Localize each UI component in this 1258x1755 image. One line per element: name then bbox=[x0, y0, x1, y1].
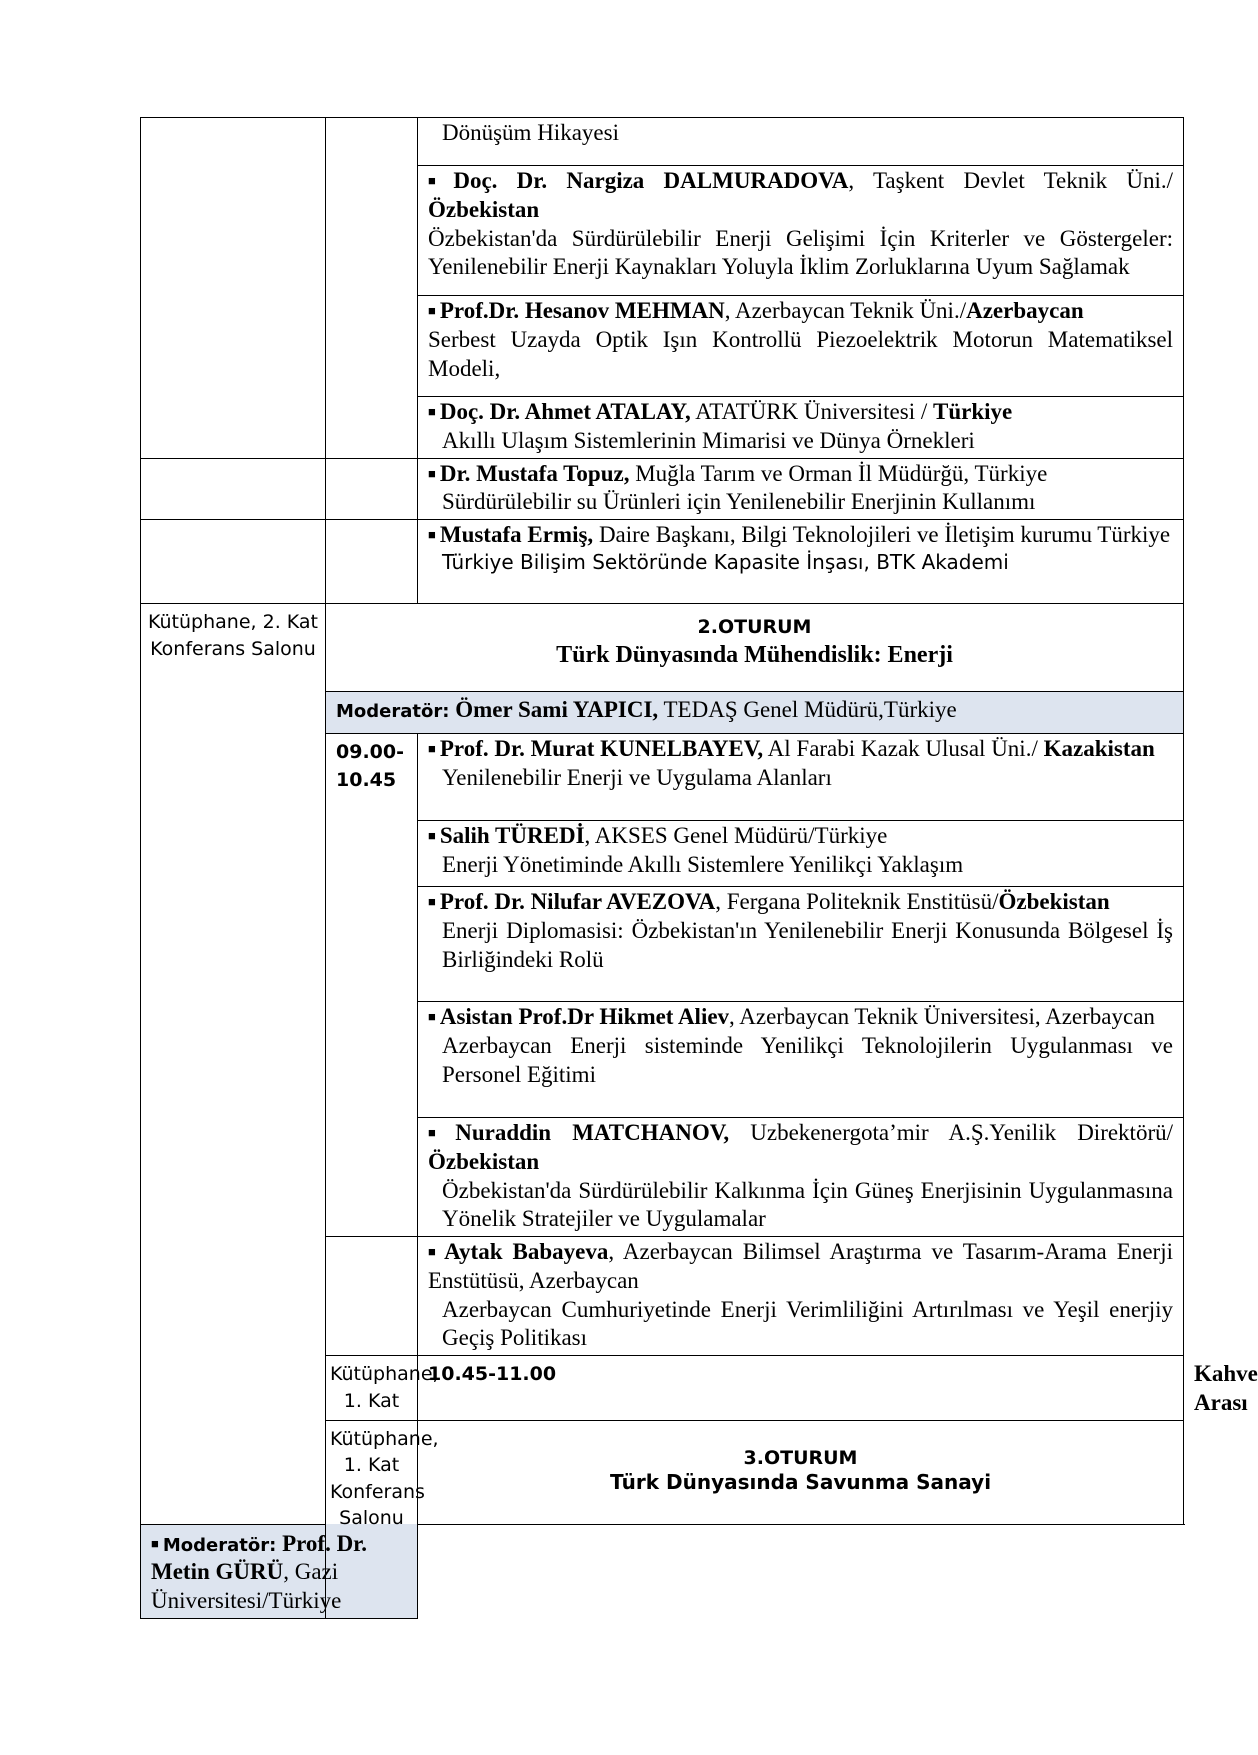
speaker-affiliation: Uzbekenergota’mir A.Ş.Yenilik Direktörü/ bbox=[729, 1120, 1174, 1145]
bullet-icon: ■ bbox=[428, 404, 436, 419]
presentation-title: Türkiye Bilişim Sektöründe Kapasite İnşası, BTK Akademi bbox=[442, 549, 1009, 574]
speaker-name: Salih TÜREDİ bbox=[439, 823, 585, 848]
speaker-affiliation: , Azerbaycan Teknik Üni./ bbox=[724, 298, 967, 323]
bullet-icon: ■ bbox=[428, 465, 436, 481]
program-table bbox=[140, 117, 1258, 1619]
session-header bbox=[418, 1420, 1184, 1524]
presentation-title: Sürdürülebilir su Ürünleri için Yenilenebilir Enerjinin Kullanımı bbox=[442, 489, 1036, 515]
speaker-country: Türkiye bbox=[932, 399, 1013, 424]
speaker-name: Prof. Dr. Murat KUNELBAYEV, bbox=[439, 736, 764, 761]
speaker-affiliation: , AKSES Genel Müdürü/Türkiye bbox=[584, 823, 888, 848]
location-cell: Kütüphane, 1. Kat Konferans Salonu bbox=[326, 1420, 418, 1618]
time-cell bbox=[326, 520, 418, 604]
speaker-name: Asistan Prof.Dr Hikmet Aliev bbox=[439, 1004, 730, 1029]
presentation-title: Enerji Diplomasisi: Özbekistan'ın Yenilenebilir Enerji Konusunda Bölgesel İş Birliğindeki Rolü bbox=[442, 917, 1173, 972]
bullet-icon: ■ bbox=[428, 1009, 436, 1024]
speaker-affiliation: Daire Başkanı, Bilgi Teknolojileri ve İletişim kurumu Türkiye bbox=[593, 522, 1171, 547]
table-row bbox=[141, 118, 1184, 166]
speaker-name: Prof.Dr. Hesanov MEHMAN bbox=[439, 298, 725, 323]
location-cell bbox=[141, 458, 326, 520]
speaker-affiliation: , Azerbaycan Teknik Üniversitesi, Azerbaycan bbox=[729, 1004, 1155, 1029]
speaker-name: Doç. Dr. Ahmet ATALAY, bbox=[439, 399, 691, 424]
speaker-affiliation: , Fergana Politeknik Enstitüsü/ bbox=[715, 889, 999, 914]
session-title: Türk Dünyasında Savunma Sanayi bbox=[609, 1470, 992, 1495]
bullet-icon: ■ bbox=[428, 741, 436, 756]
speaker-affiliation: , Azerbaycan Bilimsel Araştırma ve Tasarım-Arama Enerji Enstütüsü, Azerbaycan bbox=[428, 1239, 1173, 1293]
session-number: 2.OTURUM bbox=[697, 616, 812, 638]
presentation-title: Özbekistan'da Sürdürülebilir Enerji Gelişimi İçin Kriterler ve Göstergeler: Yenilenebilir Enerji Kaynakları Yoluyla İklim Zorluklarına Uyum Sağlamak bbox=[428, 225, 1173, 280]
time-cell bbox=[326, 1237, 418, 1356]
presentation-cell bbox=[418, 296, 1184, 397]
presentation-cell bbox=[418, 887, 1184, 1002]
presentation-title: Serbest Uzayda Optik Işın Kontrollü Piezoelektrik Motorun Matematiksel Modeli, bbox=[428, 326, 1173, 381]
speaker-name: Prof. Dr. Nilufar AVEZOVA bbox=[439, 889, 716, 914]
moderator-label: Moderatör: bbox=[162, 1534, 277, 1556]
presentation-cell bbox=[418, 1118, 1184, 1237]
location-cell: Kütüphane, 1. Kat bbox=[326, 1356, 418, 1421]
speaker-affiliation: ATATÜRK Üniversitesi / bbox=[690, 399, 933, 424]
speaker-country: Kazakistan bbox=[1043, 736, 1155, 761]
presentation-cell bbox=[418, 166, 1184, 296]
moderator-cell bbox=[141, 1524, 418, 1618]
speaker-name: Aytak Babayeva bbox=[444, 1239, 609, 1264]
speaker-country: Özbekistan bbox=[998, 889, 1110, 914]
presentation-title: Özbekistan'da Sürdürülebilir Kalkınma İçin Güneş Enerjisinin Uygulanmasına Yönelik Stratejiler ve Uygulamalar bbox=[442, 1177, 1173, 1232]
moderator-affiliation: TEDAŞ Genel Müdürü,Türkiye bbox=[658, 697, 957, 722]
time-cell: 09.00-10.45 bbox=[326, 734, 418, 1237]
time-cell: 10.45-11.00 bbox=[418, 1356, 1184, 1421]
presentation-title: Yenilenebilir Enerji ve Uygulama Alanları bbox=[442, 764, 832, 790]
location-cell bbox=[141, 118, 326, 459]
presentation-cell bbox=[418, 821, 1184, 887]
speaker-name: Doç. Dr. Nargiza DALMURADOVA bbox=[453, 168, 849, 193]
moderator-name: Prof. Dr. Metin GÜRÜ bbox=[151, 1530, 368, 1585]
presentation-cell bbox=[418, 397, 1184, 459]
speaker-country: Özbekistan bbox=[428, 196, 540, 222]
table-row bbox=[141, 604, 1184, 692]
moderator-label: Moderatör: bbox=[336, 701, 450, 722]
speaker-affiliation: Muğla Tarım ve Orman İl Müdürğü, Türkiye bbox=[629, 460, 1048, 486]
presentation-cell bbox=[418, 1002, 1184, 1118]
moderator-name: Ömer Sami YAPICI, bbox=[455, 697, 659, 722]
speaker-name: Mustafa Ermiş, bbox=[439, 522, 594, 547]
speaker-country: Azerbaycan bbox=[966, 298, 1084, 323]
speaker-affiliation: Al Farabi Kazak Ulusal Üni./ bbox=[763, 736, 1038, 761]
presentation-cell bbox=[418, 118, 1184, 166]
bullet-icon: ■ bbox=[428, 173, 450, 188]
session-number: 3.OTURUM bbox=[743, 1446, 858, 1469]
time-cell bbox=[326, 118, 418, 459]
break-label: Kahve Arası bbox=[1194, 1361, 1258, 1415]
session-header bbox=[326, 604, 1184, 692]
speaker-name: Nuraddin MATCHANOV, bbox=[455, 1120, 730, 1145]
presentation-title: Dönüşüm Hikayesi bbox=[442, 120, 619, 145]
presentation-cell bbox=[418, 734, 1184, 821]
presentation-cell bbox=[418, 520, 1184, 604]
presentation-title: Azerbaycan Enerji sisteminde Yenilikçi Teknolojilerin Uygulanması ve Personel Eğitimi bbox=[442, 1032, 1173, 1087]
bullet-icon: ■ bbox=[428, 828, 436, 843]
table-row bbox=[141, 520, 1184, 604]
speaker-affiliation: , Taşkent Devlet Teknik Üni./ bbox=[848, 168, 1174, 193]
presentation-cell bbox=[418, 1237, 1184, 1356]
bullet-icon: ■ bbox=[428, 894, 436, 909]
table-row bbox=[141, 458, 1184, 520]
bullet-icon: ■ bbox=[428, 1244, 441, 1259]
moderator-affiliation: , Gazi Üniversitesi/Türkiye bbox=[151, 1559, 342, 1613]
bullet-icon: ■ bbox=[428, 303, 436, 318]
presentation-title: Akıllı Ulaşım Sistemlerinin Mimarisi ve Dünya Örnekleri bbox=[442, 427, 975, 453]
speaker-country: Özbekistan bbox=[428, 1148, 540, 1174]
bullet-icon: ■ bbox=[151, 1535, 159, 1551]
presentation-title: Azerbaycan Cumhuriyetinde Enerji Verimliliğini Artırılması ve Yeşil enerjiy Geçiş Politikası bbox=[442, 1296, 1173, 1351]
speaker-name: Dr. Mustafa Topuz, bbox=[439, 460, 630, 486]
time-cell bbox=[326, 458, 418, 520]
bullet-icon: ■ bbox=[428, 527, 436, 542]
session-title: Türk Dünyasında Mühendislik: Enerji bbox=[556, 641, 953, 668]
presentation-title: Enerji Yönetiminde Akıllı Sistemlere Yenilikçi Yaklaşım bbox=[442, 851, 964, 877]
presentation-cell bbox=[418, 458, 1184, 520]
location-cell bbox=[141, 520, 326, 604]
location-cell: Kütüphane, 2. Kat Konferans Salonu bbox=[141, 604, 326, 1525]
moderator-cell bbox=[326, 692, 1184, 734]
bullet-icon: ■ bbox=[428, 1125, 452, 1140]
table-row bbox=[141, 1524, 1184, 1618]
